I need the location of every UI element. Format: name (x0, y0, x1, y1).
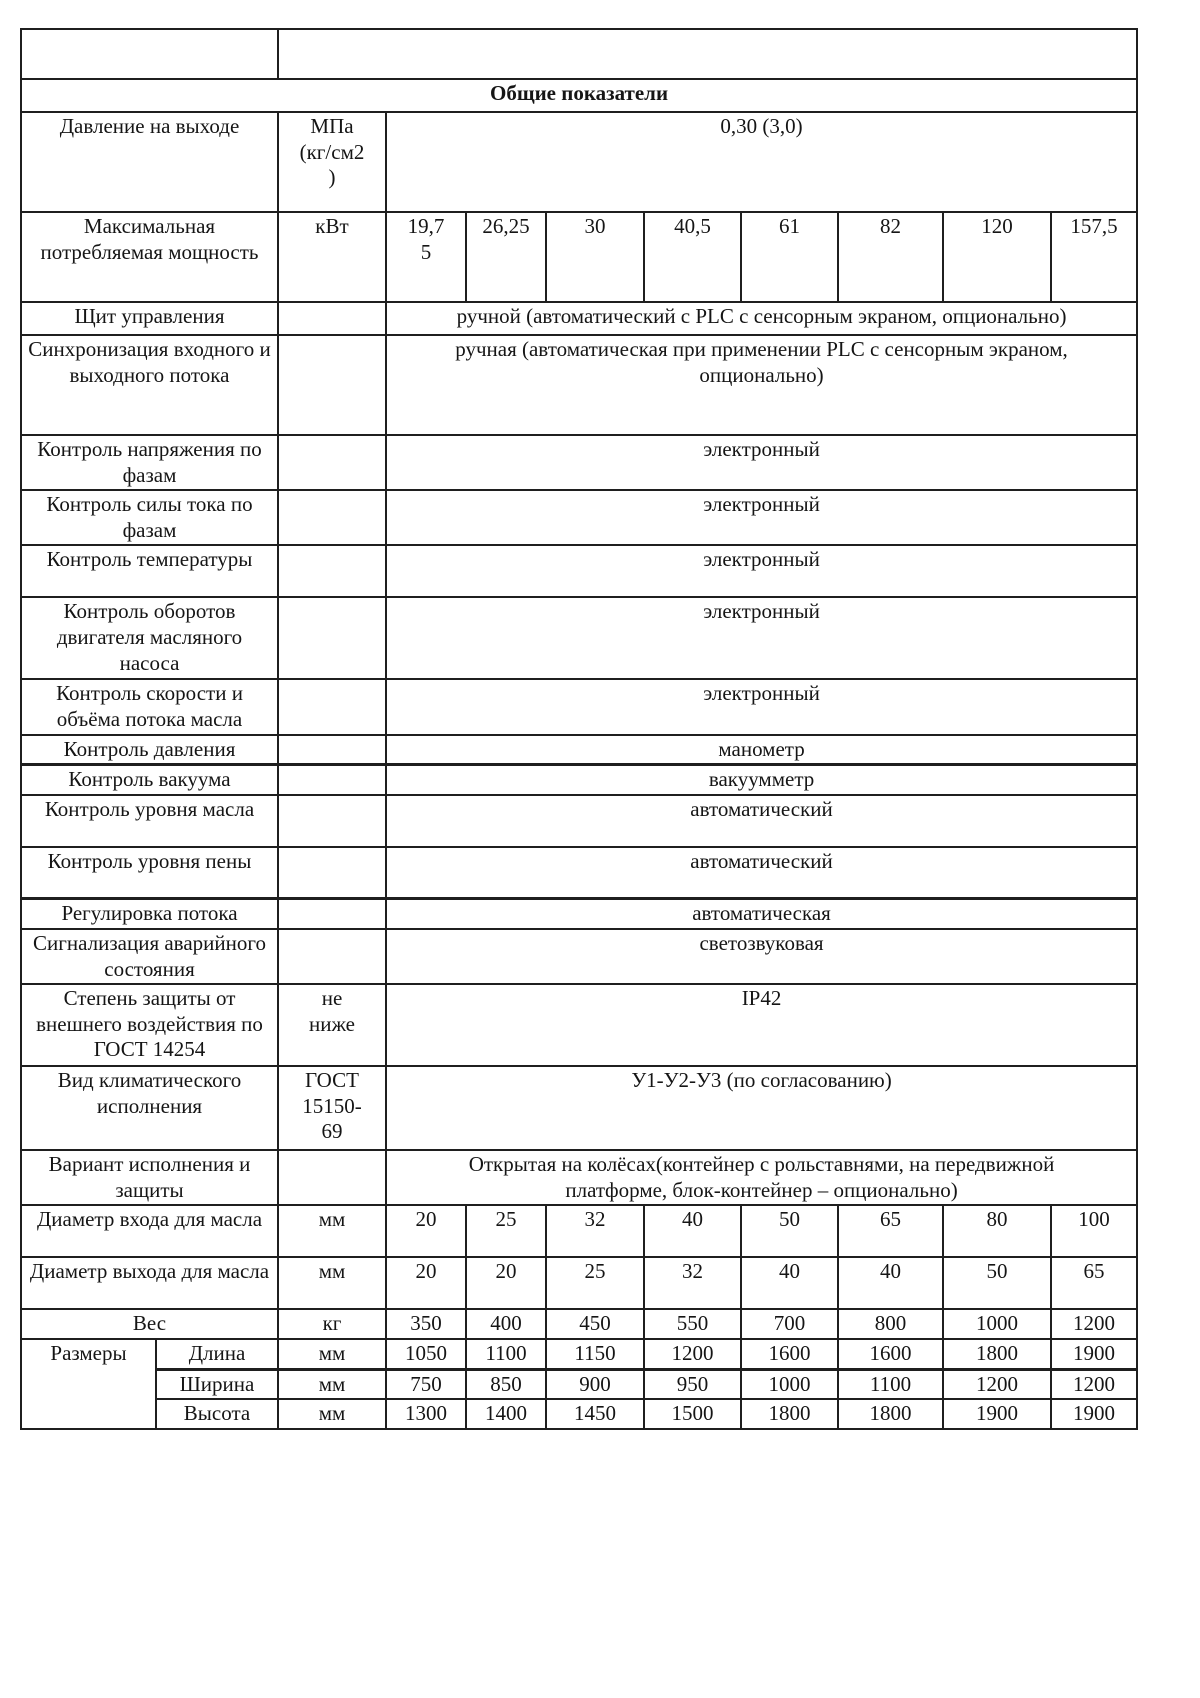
row-foam-level-control (21, 847, 1137, 899)
row-dimensions-height (21, 1399, 1137, 1429)
param-unit (278, 335, 386, 435)
param-unit (278, 795, 386, 847)
value-cell: 20 (386, 1205, 466, 1257)
value-cell: 1050 (386, 1339, 466, 1369)
row-inlet-diameter (21, 1205, 1137, 1257)
param-label: Синхронизация входного и выходного потока (21, 335, 278, 435)
param-unit (278, 929, 386, 984)
param-label: Регулировка потока (21, 899, 278, 929)
value-cell: 1600 (838, 1339, 943, 1369)
value-cell: 900 (546, 1369, 644, 1399)
value-cell: 1000 (943, 1309, 1051, 1339)
row-outlet-diameter (21, 1257, 1137, 1309)
value-cell: 800 (838, 1309, 943, 1339)
value-cell: 61 (741, 212, 838, 302)
param-value: вакуумметр (386, 765, 1137, 795)
param-unit: мм (278, 1369, 386, 1399)
value-cell: 1300 (386, 1399, 466, 1429)
param-label: Контроль силы тока по фазам (21, 490, 278, 545)
param-label: Щит управления (21, 302, 278, 335)
param-label: Вес (21, 1309, 278, 1339)
row-variant (21, 1150, 1137, 1205)
row-weight (21, 1309, 1137, 1339)
param-value: Открытая на колёсах(контейнер с рольставнями, на передвижной платформе, блок-контейнер – опционально) (386, 1150, 1137, 1205)
value-cell: 550 (644, 1309, 741, 1339)
param-unit: МПа (кг/см2 ) (278, 112, 386, 212)
param-unit (278, 1150, 386, 1205)
row-flow-regulation (21, 899, 1137, 929)
value-cell: 65 (838, 1205, 943, 1257)
value-cell: 1200 (943, 1369, 1051, 1399)
empty-row (21, 29, 1137, 79)
row-dimensions-width (21, 1369, 1137, 1399)
value-cell: 50 (741, 1205, 838, 1257)
param-value: манометр (386, 735, 1137, 765)
param-unit (278, 679, 386, 734)
param-unit (278, 597, 386, 679)
value-cell: 1900 (943, 1399, 1051, 1429)
value-cell: 20 (386, 1257, 466, 1309)
value-cell: 80 (943, 1205, 1051, 1257)
value-cell: 1900 (1051, 1399, 1137, 1429)
param-value: ручной (автоматический с PLC с сенсорным экраном, опционально) (386, 302, 1137, 335)
section-header: Общие показатели (21, 79, 1137, 112)
dimensions-label: Размеры (21, 1339, 156, 1429)
param-value: автоматический (386, 847, 1137, 899)
param-value: электронный (386, 435, 1137, 490)
param-label: Давление на выходе (21, 112, 278, 212)
value-cell: 100 (1051, 1205, 1137, 1257)
param-unit: кг (278, 1309, 386, 1339)
param-label: Контроль вакуума (21, 765, 278, 795)
param-label: Контроль температуры (21, 545, 278, 597)
param-value: IP42 (386, 984, 1137, 1066)
value-cell: 1500 (644, 1399, 741, 1429)
param-label: Контроль оборотов двигателя масляного насоса (21, 597, 278, 679)
row-pressure (21, 112, 1137, 212)
param-unit (278, 435, 386, 490)
row-climate (21, 1066, 1137, 1150)
value-cell: 1150 (546, 1339, 644, 1369)
param-unit (278, 847, 386, 899)
param-unit: кВт (278, 212, 386, 302)
row-current-control (21, 490, 1137, 545)
param-value: электронный (386, 679, 1137, 734)
param-label: Длина (156, 1339, 278, 1369)
param-unit: мм (278, 1399, 386, 1429)
row-dimensions-length (21, 1339, 1137, 1369)
param-value: светозвуковая (386, 929, 1137, 984)
row-oil-level-control (21, 795, 1137, 847)
row-sync (21, 335, 1137, 435)
param-unit (278, 490, 386, 545)
param-unit (278, 545, 386, 597)
value-cell: 40 (644, 1205, 741, 1257)
value-cell: 20 (466, 1257, 546, 1309)
empty-cell (21, 29, 278, 79)
param-label: Сигнализация аварийного состояния (21, 929, 278, 984)
value-cell: 19,75 (386, 212, 466, 302)
param-value: автоматическая (386, 899, 1137, 929)
value-cell: 25 (546, 1257, 644, 1309)
value-cell: 700 (741, 1309, 838, 1339)
row-voltage-control (21, 435, 1137, 490)
param-label: Высота (156, 1399, 278, 1429)
param-label: Контроль давления (21, 735, 278, 765)
value-cell: 950 (644, 1369, 741, 1399)
param-label: Ширина (156, 1369, 278, 1399)
value-cell: 400 (466, 1309, 546, 1339)
row-alarm (21, 929, 1137, 984)
param-unit: мм (278, 1205, 386, 1257)
value-cell: 1100 (466, 1339, 546, 1369)
value-cell: 350 (386, 1309, 466, 1339)
row-pump-rpm-control (21, 597, 1137, 679)
param-label: Вид климатического исполнения (21, 1066, 278, 1150)
row-protection (21, 984, 1137, 1066)
value-cell: 82 (838, 212, 943, 302)
empty-cell (278, 29, 1137, 79)
param-unit: ГОСТ 15150-69 (278, 1066, 386, 1150)
param-value: ручная (автоматическая при применении PLC с сенсорным экраном, опционально) (386, 335, 1137, 435)
value-cell: 50 (943, 1257, 1051, 1309)
param-unit (278, 765, 386, 795)
param-label: Контроль напряжения по фазам (21, 435, 278, 490)
value-cell: 120 (943, 212, 1051, 302)
value-cell: 1800 (741, 1399, 838, 1429)
value-cell: 750 (386, 1369, 466, 1399)
param-value: электронный (386, 545, 1137, 597)
value-cell: 1200 (1051, 1369, 1137, 1399)
value-cell: 40,5 (644, 212, 741, 302)
param-value: автоматический (386, 795, 1137, 847)
param-value: электронный (386, 597, 1137, 679)
value-cell: 157,5 (1051, 212, 1137, 302)
param-label: Контроль уровня пены (21, 847, 278, 899)
value-cell: 65 (1051, 1257, 1137, 1309)
value-cell: 1800 (943, 1339, 1051, 1369)
value-cell: 1200 (1051, 1309, 1137, 1339)
row-flow-control (21, 679, 1137, 734)
section-header-row (21, 79, 1137, 112)
value-cell: 1450 (546, 1399, 644, 1429)
value-cell: 32 (546, 1205, 644, 1257)
param-value: электронный (386, 490, 1137, 545)
row-vacuum-control (21, 765, 1137, 795)
param-label: Степень защиты от внешнего воздействия по ГОСТ 14254 (21, 984, 278, 1066)
param-label: Контроль скорости и объёма потока масла (21, 679, 278, 734)
value-cell: 1000 (741, 1369, 838, 1399)
value-cell: 30 (546, 212, 644, 302)
row-control-panel (21, 302, 1137, 335)
param-label: Контроль уровня масла (21, 795, 278, 847)
param-unit: мм (278, 1257, 386, 1309)
param-label: Максимальная потребляемая мощность (21, 212, 278, 302)
param-unit (278, 302, 386, 335)
value-cell: 40 (838, 1257, 943, 1309)
value-cell: 32 (644, 1257, 741, 1309)
value-cell: 1600 (741, 1339, 838, 1369)
param-unit: мм (278, 1339, 386, 1369)
param-value: 0,30 (3,0) (386, 112, 1137, 212)
param-value: У1-У2-У3 (по согласованию) (386, 1066, 1137, 1150)
value-cell: 1900 (1051, 1339, 1137, 1369)
row-power (21, 212, 1137, 302)
param-label: Вариант исполнения и защиты (21, 1150, 278, 1205)
row-temperature-control (21, 545, 1137, 597)
value-cell: 1100 (838, 1369, 943, 1399)
value-cell: 40 (741, 1257, 838, 1309)
param-unit (278, 735, 386, 765)
param-label: Диаметр входа для масла (21, 1205, 278, 1257)
param-label: Диаметр выхода для масла (21, 1257, 278, 1309)
row-pressure-control (21, 735, 1137, 765)
param-unit: не ниже (278, 984, 386, 1066)
param-unit (278, 899, 386, 929)
value-cell: 1200 (644, 1339, 741, 1369)
value-cell: 25 (466, 1205, 546, 1257)
value-cell: 26,25 (466, 212, 546, 302)
specs-table (20, 28, 1138, 1430)
value-cell: 1800 (838, 1399, 943, 1429)
value-cell: 1400 (466, 1399, 546, 1429)
value-cell: 450 (546, 1309, 644, 1339)
value-cell: 850 (466, 1369, 546, 1399)
